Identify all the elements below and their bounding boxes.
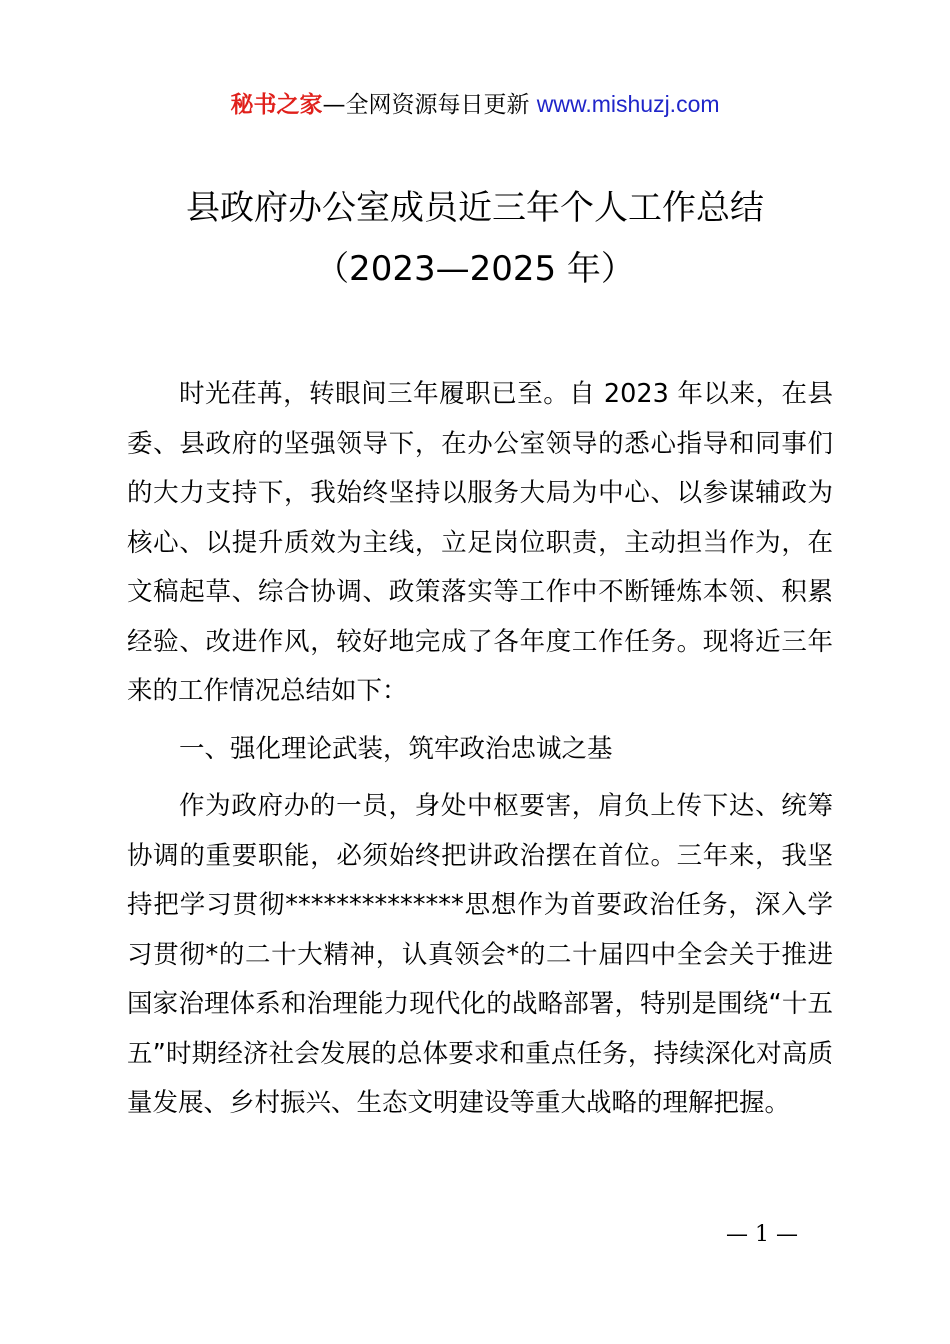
brand-name: 秘书之家 bbox=[230, 92, 323, 118]
header-tagline: —全网资源每日更新 bbox=[322, 92, 530, 118]
page-number: — 1 — bbox=[726, 1222, 798, 1247]
section-1-paragraph: 作为政府办的一员，身处中枢要害，肩负上传下达、统筹协调的重要职能，必须始终把讲政治摆在首位。三年来，我坚持把学习贯彻**************思想作为首要政治任务，深入学习贯彻*的二十大精神，认真领会*的二十届四中全会关于推进国家治理体系和治理能力现代化的战略部署，特别是围绕“十五五”时期经济社会发展的总体要求和重点任务，持续深化对高质量发展、乡村振兴、生态文明建设等重大战略的理解把握。 bbox=[127, 791, 833, 1118]
site-url-link[interactable]: www.mishuzj.com bbox=[536, 91, 720, 117]
section-heading-1: 一、强化理论武装，筑牢政治忠诚之基 bbox=[179, 733, 613, 764]
document-body bbox=[127, 370, 833, 1129]
document-subtitle: （2023—2025 年） bbox=[315, 249, 635, 289]
intro-paragraph: 时光荏苒，转眼间三年履职已至。自 2023 年以来，在县委、县政府的坚强领导下，在办公室领导的悉心指导和同事们的大力支持下，我始终坚持以服务大局为中心、以参谋辅政为核心、以提升质效为主线，立足岗位职责，主动担当作为，在文稿起草、综合协调、政策落实等工作中不断锤炼本领、积累经验、改进作风，较好地完成了各年度工作任务。现将近三年来的工作情况总结如下： bbox=[127, 379, 833, 706]
site-header bbox=[0, 86, 950, 123]
document-title: 县政府办公室成员近三年个人工作总结 bbox=[186, 188, 764, 228]
